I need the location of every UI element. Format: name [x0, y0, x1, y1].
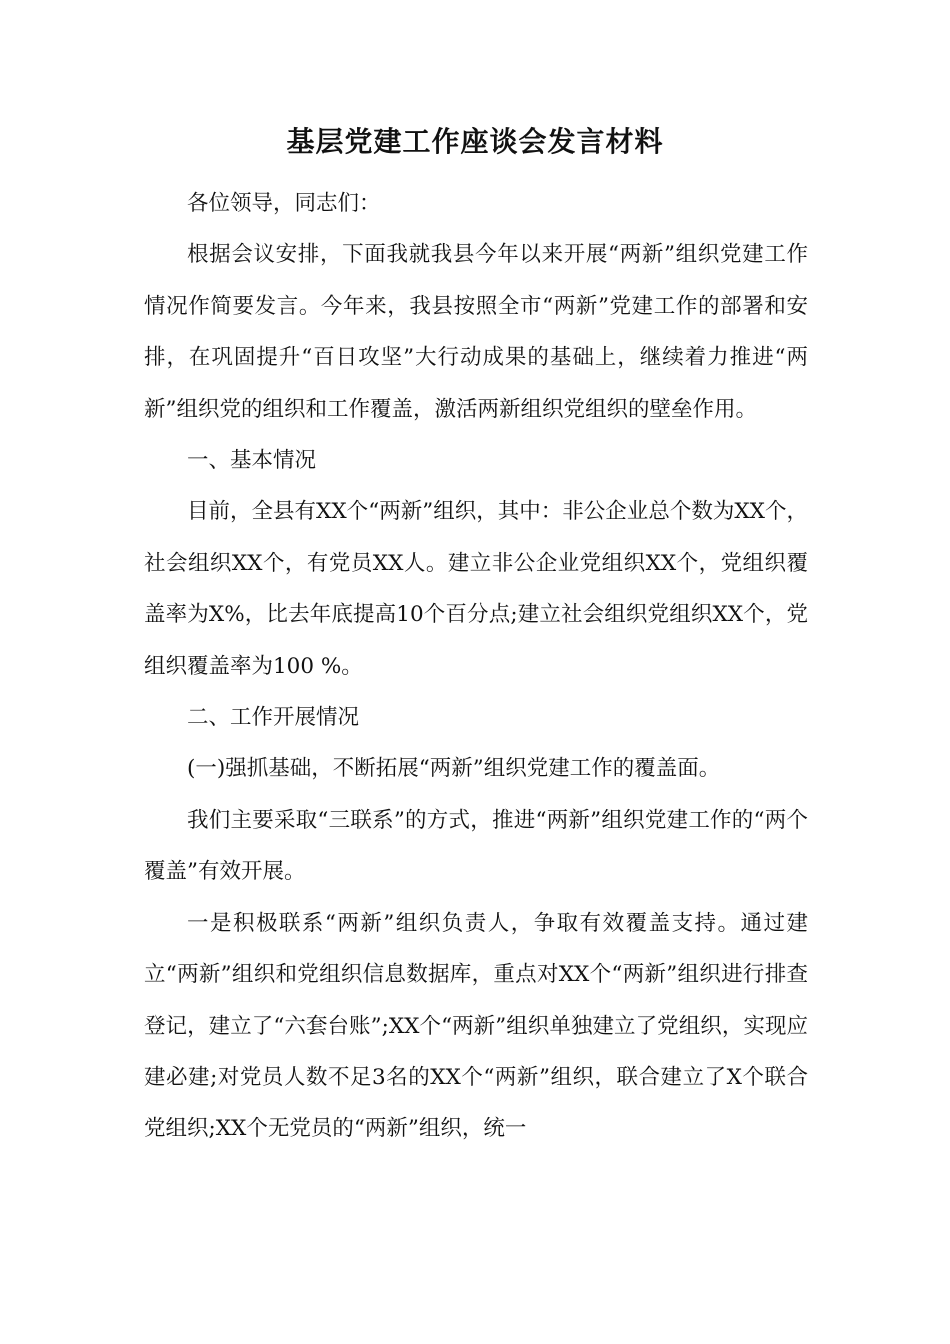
document-title: 基层党建工作座谈会发言材料 — [286, 125, 664, 158]
method-paragraph: 我们主要采取“三联系”的方式，推进“两新”组织党建工作的“两个覆盖”有效开展。 — [144, 807, 808, 885]
document-body — [144, 178, 808, 1155]
subsection-heading-1: (一)强抓基础，不断拓展“两新”组织党建工作的覆盖面。 — [187, 756, 721, 782]
intro-paragraph: 根据会议安排，下面我就我县今年以来开展“两新”组织党建工作情况作简要发言。今年来，我县按照全市“两新”党建工作的部署和安排，在巩固提升“百日攻坚”大行动成果的基础上，继续着力推进“两新”组织党的组织和工作覆盖，激活两新组织党组织的壁垒作用。 — [144, 242, 808, 422]
section-heading-basic: 一、基本情况 — [187, 448, 317, 474]
section-heading-work: 二、工作开展情况 — [187, 705, 360, 731]
basic-situation-paragraph: 目前，全县有XX个“两新”组织，其中：非公企业总个数为XX个，社会组织XX个，有党员XX人。建立非公企业党组织XX个，党组织覆盖率为X%，比去年底提高10个百分点;建立社会组织党组织XX个，党组织覆盖率为100 %。 — [144, 499, 808, 679]
salutation: 各位领导，同志们： — [187, 191, 381, 216]
point-one-paragraph: 一是积极联系“两新”组织负责人，争取有效覆盖支持。通过建立“两新”组织和党组织信息数据库，重点对XX个“两新”组织进行排查登记，建立了“六套台账”;XX个“两新”组织单独建立了党组织，实现应建必建;对党员人数不足3名的XX个“两新”组织，联合建立了X个联合党组织;XX个无党员的“两新”组织，统一 — [144, 910, 808, 1142]
